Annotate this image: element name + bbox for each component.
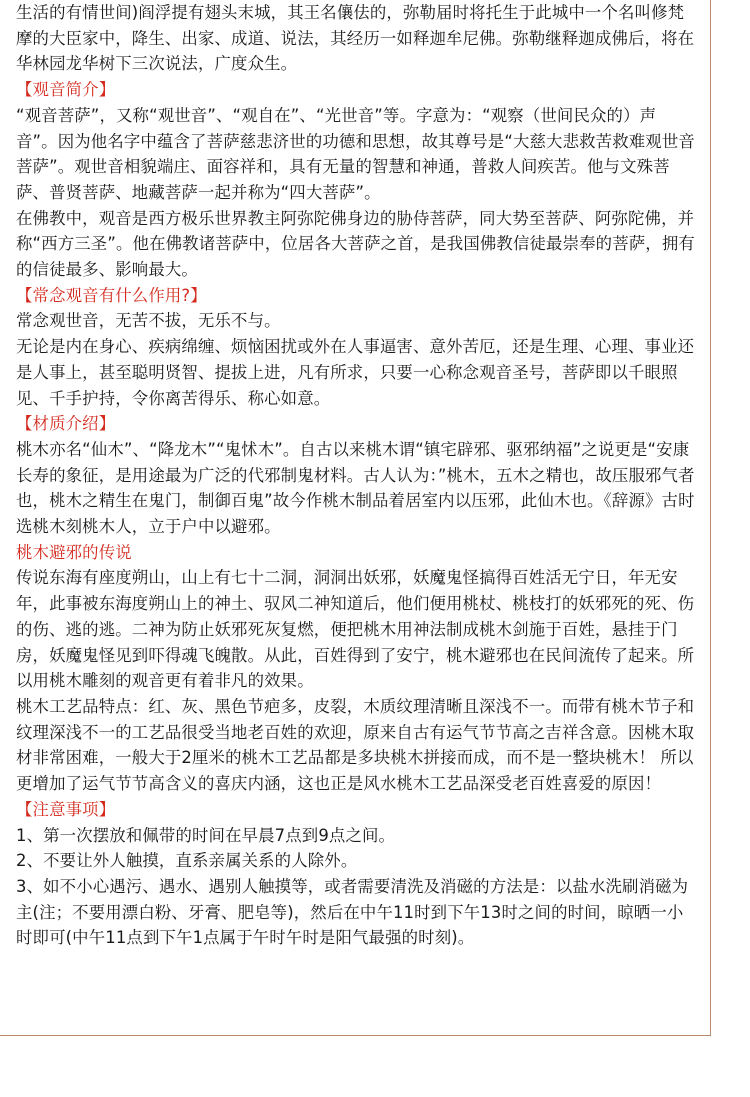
section-heading-precautions: 【注意事项】 <box>16 799 116 819</box>
section-heading-chanting-benefits: 【常念观音有什么作用?】 <box>16 285 207 305</box>
section-heading-guanyin-intro: 【观音简介】 <box>16 80 116 100</box>
guanyin-intro-paragraph-2: 在佛教中，观音是西方极乐世界教主阿弥陀佛身边的胁侍菩萨，同大势至菩萨、阿弥陀佛，并称“西方三圣”。他在佛教诸菩萨中，位居各大菩萨之首，是我国佛教信徒最崇奉的菩萨，拥有的信徒最多、影响最大。 <box>16 208 695 280</box>
description-text <box>16 0 696 951</box>
precaution-item-1: 1、第一次摆放和佩带的时间在早晨7点到9点之间。 <box>16 825 396 845</box>
section-heading-peachwood-legend: 桃木避邪的传说 <box>16 542 132 562</box>
guanyin-intro-paragraph-1: “观音菩萨”，又称“观世音”、“观自在”、“光世音”等。字意为：“观察（世间民众的）声音”。因为他名字中蕴含了菩萨慈悲济世的功德和思想，故其尊号是“大慈大悲救苦救难观世音菩萨”。观世音相貌端庄、面容祥和，具有无量的智慧和神通，普救人间疾苦。他与文殊菩萨、普贤菩萨、地藏菩萨一起并称为“四大菩萨”。 <box>16 105 695 202</box>
chanting-paragraph-2: 无论是内在身心、疾病绵缠、烦恼困扰或外在人事逼害、意外苦厄，还是生理、心理、事业还是人事上，甚至聪明贤智、提拔上进，凡有所求，只要一心称念观音圣号，菩萨即以千眼照见、千手护持，令你离苦得乐、称心如意。 <box>16 337 695 408</box>
legend-paragraph-2: 桃木工艺品特点：红、灰、黑色节疤多，皮裂，木质纹理清晰且深浅不一。而带有桃木节子和纹理深浅不一的工艺品很受当地老百姓的欢迎，原来自古有运气节节高之吉祥含意。因桃木取材非常困难，一般大于2厘米的桃木工艺品都是多块桃木拼接而成，而不是一整块桃木！ 所以更增加了运气节节高含义的喜庆内涵，这也正是风水桃木工艺品深受老百姓喜爱的原因！ <box>16 696 695 794</box>
precaution-item-2: 2、不要让外人触摸，直系亲属关系的人除外。 <box>16 851 358 871</box>
chanting-paragraph-1: 常念观世音，无苦不拔，无乐不与。 <box>16 311 281 331</box>
section-heading-material: 【材质介绍】 <box>16 414 116 434</box>
intro-paragraph: 生活的有情世间)阎浮提有翅头末城，其王名儴佉的，弥勒届时将托生于此城中一个名叫修梵摩的大臣家中，降生、出家、成道、说法，其经历一如释迦牟尼佛。弥勒继释迦成佛后，将在华林园龙华树下三次说法，广度众生。 <box>16 3 695 74</box>
material-paragraph: 桃木亦名“仙木”、“降龙木”“鬼怵木”。自古以来桃木谓“镇宅辟邪、驱邪纳福”之说更是“安康长寿的象征，是用途最为广泛的代邪制鬼材料。古人认为：”桃木，五木之精也，故压服邪气者也，桃木之精生在鬼门，制御百鬼”故今作桃木制品着居室内以压邪，此仙木也。《辞源》古时选桃木刻桃木人，立于户中以避邪。 <box>16 439 695 537</box>
legend-paragraph-1: 传说东海有座度朔山，山上有七十二洞，洞洞出妖邪，妖魔鬼怪搞得百姓活无宁日，年无安年，此事被东海度朔山上的神土、驭风二神知道后，他们便用桃杖、桃枝打的妖邪死的死、伤的伤、逃的逃。二神为防止妖邪死灰复燃，便把桃木用神法制成桃木剑施于百姓，悬挂于门房，妖魔鬼怪见到吓得魂飞魄散。从此，百姓得到了安宁，桃木避邪也在民间流传了起来。所以用桃木雕刻的观音更有着非凡的效果。 <box>16 568 695 691</box>
precaution-item-3: 3、如不小心遇污、遇水、遇别人触摸等，或者需要清洗及消磁的方法是：以盐水洗刷消磁为主(注；不要用漂白粉、牙膏、肥皂等)，然后在中午11时到下午13时之间的时间，晾晒一小时即可(中午11点到下午1点属于午时午时是阳气最强的时刻)。 <box>16 876 689 948</box>
